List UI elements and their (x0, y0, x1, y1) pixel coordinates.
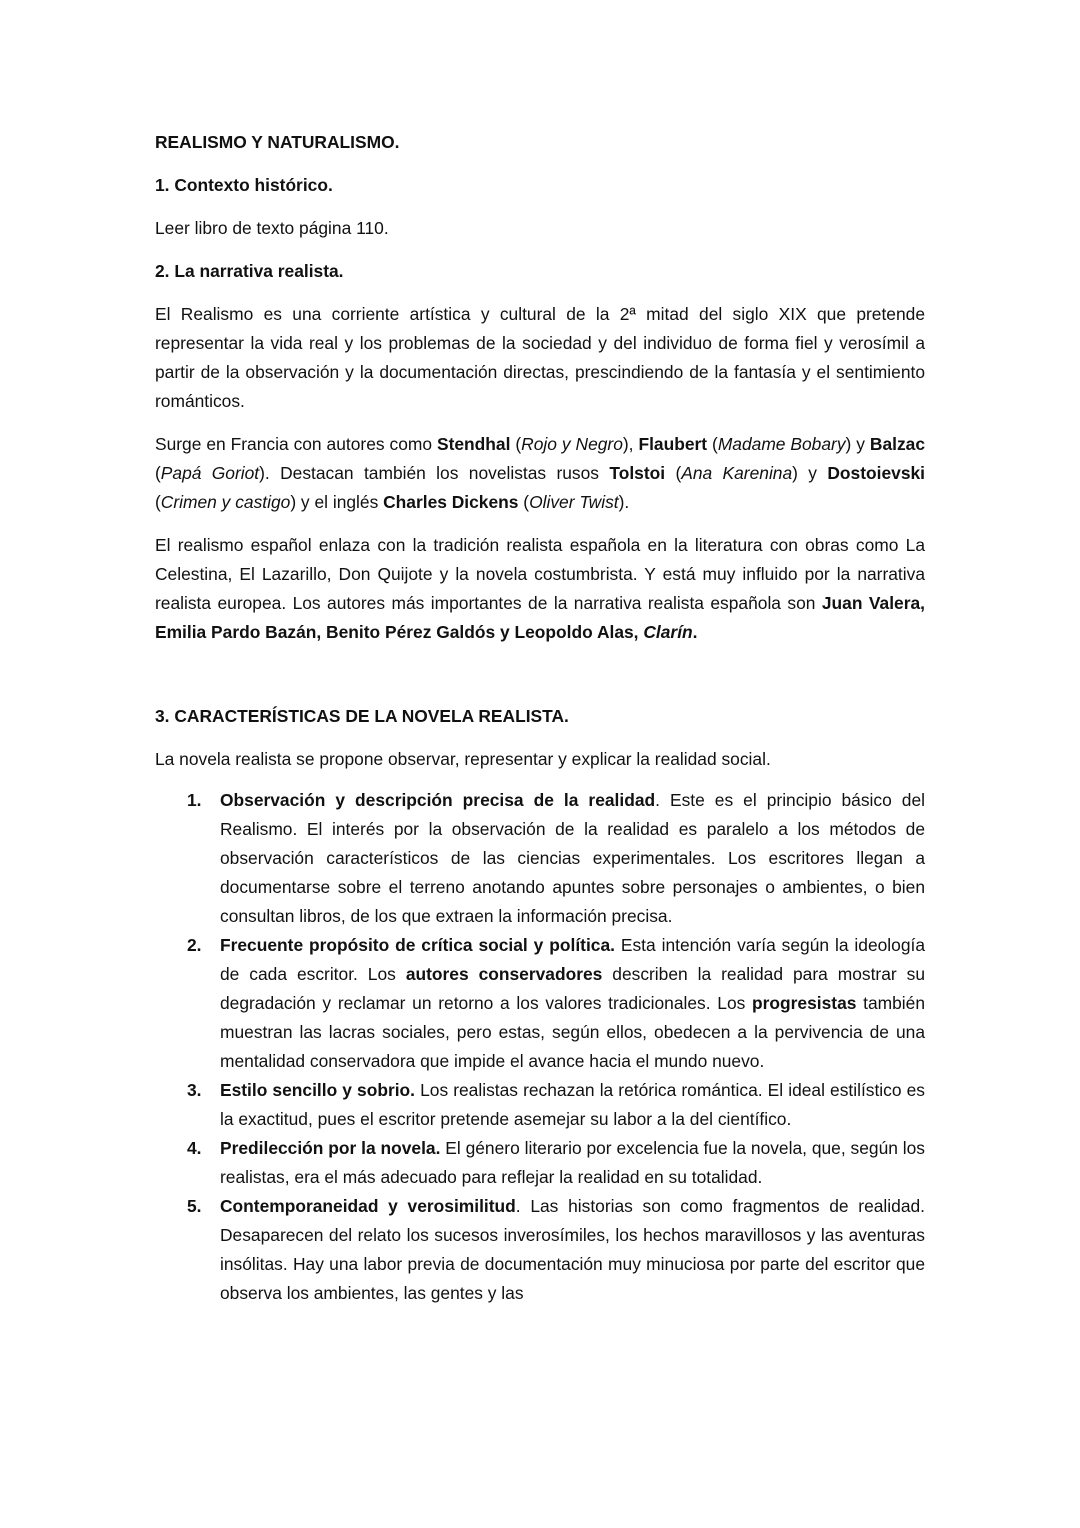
section-3-heading: 3. CARACTERÍSTICAS DE LA NOVELA REALISTA. (155, 706, 569, 726)
section-2-paragraph-1: El Realismo es una corriente artística y cultural de la 2ª mitad del siglo XIX que pretende representar la vida real y los problemas de la sociedad y del individuo de forma fiel y verosímil a partir de la observación y la documentación directas, prescindiendo de la fantasía y el sentimiento románticos. (155, 304, 925, 411)
item-emphasis: autores conservadores (405, 964, 603, 984)
text-run: Surge en Francia con autores como (155, 434, 437, 454)
section-1-text: Leer libro de texto página 110. (155, 218, 389, 238)
item-heading: Estilo sencillo y sobrio. (220, 1080, 416, 1100)
author-stendhal: Stendhal (436, 434, 511, 454)
text-run: ( (155, 463, 161, 483)
list-item (155, 1134, 925, 1192)
list-number: 4. (187, 1138, 202, 1158)
item-emphasis: progresistas (752, 993, 857, 1013)
section-2-paragraph-3 (155, 531, 925, 647)
document-page (155, 128, 925, 1308)
item-heading: Contemporaneidad y verosimilitud (220, 1196, 516, 1216)
text-run: ). Destacan también los novelistas rusos (259, 463, 610, 483)
text-run: ) y (845, 434, 870, 454)
list-number: 3. (187, 1080, 202, 1100)
text-run: ) y (792, 463, 828, 483)
item-text: . Las historias son como fragmentos de realidad. Desaparecen del relato los sucesos inverosímiles, los hechos maravillosos y las aventuras insólitas. Hay una labor previa de documentación muy minuciosa por parte del escritor que observa los ambientes, las gentes y las (220, 1196, 926, 1303)
list-number: 1. (187, 790, 202, 810)
list-number: 2. (187, 935, 202, 955)
author-clarin: Clarín (643, 622, 693, 642)
work-title: Oliver Twist (529, 492, 619, 512)
list-item (155, 786, 925, 931)
list-number: 5. (187, 1196, 202, 1216)
work-title: Madame Bobary (717, 434, 846, 454)
item-text: . Este es el principio básico del Realismo. El interés por la observación de la realidad es paralelo a los métodos de observación característicos de las ciencias experimentales. Los escritores llegan a documentarse sobre el terreno anotando apuntes sobre personajes o ambientes, o bien consultan libros, de los que extraen la información precisa. (220, 790, 926, 926)
work-title: Crimen y castigo (160, 492, 291, 512)
item-text: Esta intención varía según la ideología de cada escritor. Los (220, 935, 926, 984)
author-dostoievski: Dostoievski (827, 463, 925, 483)
item-heading: Predilección por la novela. (220, 1138, 441, 1158)
section-2-heading: 2. La narrativa realista. (155, 261, 344, 281)
item-text: también muestran las lacras sociales, pero estas, según ellos, obedecen a la pervivencia de una mentalidad conservadora que impide el avance hacia el mundo nuevo. (220, 993, 925, 1071)
text-run: ( (518, 492, 530, 512)
text-run: ( (707, 434, 718, 454)
text-run: ), (622, 434, 639, 454)
section-1-heading: 1. Contexto histórico. (155, 175, 333, 195)
item-text: describen la realidad para mostrar su degradación y reclamar un retorno a los valores tradicionales. Los (220, 964, 925, 1013)
document-title: REALISMO Y NATURALISMO. (155, 132, 400, 152)
author-flaubert: Flaubert (638, 434, 708, 454)
section-2-paragraph-2 (155, 430, 925, 517)
author-balzac: Balzac (869, 434, 926, 454)
text-run: ( (665, 463, 682, 483)
list-item (155, 1076, 925, 1134)
text-run: ) y el inglés (290, 492, 384, 512)
author-dickens: Charles Dickens (383, 492, 519, 512)
text-run: ). (618, 492, 630, 512)
characteristics-list (155, 786, 925, 1308)
author-tolstoi: Tolstoi (609, 463, 666, 483)
work-title: Rojo y Negro (521, 434, 623, 454)
item-text: El género literario por excelencia fue la novela, que, según los realistas, era el más adecuado para reflejar la realidad en su totalidad. (220, 1138, 925, 1187)
item-text: Los realistas rechazan la retórica romántica. El ideal estilístico es la exactitud, pues el escritor pretende asemejar su labor a la del científico. (220, 1080, 925, 1129)
item-heading: Frecuente propósito de crítica social y política. (220, 935, 615, 955)
spanish-authors: Juan Valera, Emilia Pardo Bazán, Benito Pérez Galdós y Leopoldo Alas, (155, 593, 925, 642)
item-heading: Observación y descripción precisa de la realidad (220, 790, 656, 810)
work-title: Papá Goriot (160, 463, 260, 483)
text-run: ( (155, 492, 161, 512)
text-run: ( (510, 434, 522, 454)
text-run: El realismo español enlaza con la tradición realista española en la literatura con obras como La Celestina, El Lazarillo, Don Quijote y la novela costumbrista. Y está muy influido por la narrativa realista europea. Los autores más importantes de la narrativa realista española son (155, 535, 925, 613)
list-item (155, 931, 925, 1076)
section-3-intro: La novela realista se propone observar, representar y explicar la realidad social. (155, 749, 771, 769)
text-run: . (692, 622, 698, 642)
list-item (155, 1192, 925, 1308)
work-title: Ana Karenina (681, 463, 793, 483)
